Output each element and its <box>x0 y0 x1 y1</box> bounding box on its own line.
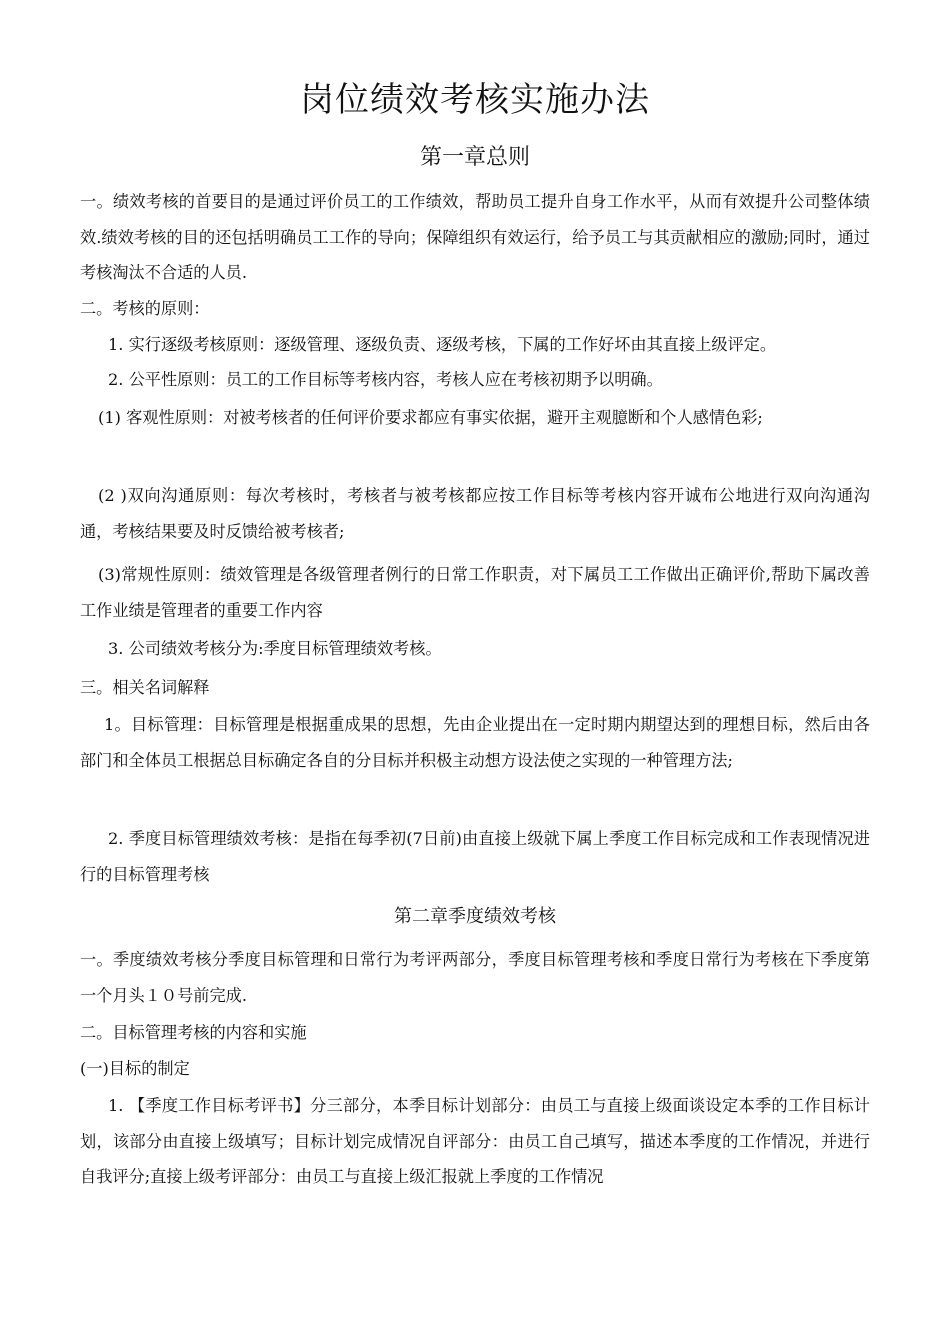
chapter-2-title: 第二章季度绩效考核 <box>394 906 556 927</box>
paragraph-principle-1: 1. 实行逐级考核原则：逐级管理、逐级负责、逐级考核，下属的工作好坏由其直接上级评定。 <box>108 335 777 354</box>
paragraph-principle-2: 2. 公平性原则：员工的工作目标等考核内容，考核人应在考核初期予以明确。 <box>108 370 663 389</box>
paragraph-principle-routine: (3)常规性原则：绩效管理是各级管理者例行的日常工作职责，对下属员工工作做出正确评价,帮助下属改善工作业绩是管理者的重要工作内容 <box>80 565 870 620</box>
paragraph-terms-heading: 三。相关名词解释 <box>80 678 210 697</box>
paragraph-quarterly-overview: 一。季度绩效考核分季度目标管理和日常行为考评两部分，季度目标管理考核和季度日常行为考核在下季度第一个月头１０号前完成. <box>80 950 870 1005</box>
paragraph-principle-objective: (1) 客观性原则：对被考核者的任何评价要求都应有事实依据，避开主观臆断和个人感情色彩; <box>98 408 763 427</box>
paragraph-goal-setting-heading: (一)目标的制定 <box>80 1059 190 1078</box>
paragraph-principle-3: 3. 公司绩效考核分为:季度目标管理绩效考核。 <box>108 639 442 658</box>
paragraph-term-quarterly: 2. 季度目标管理绩效考核：是指在每季初(7日前)由直接上级就下属上季度工作目标完成和工作表现情况进行的目标管理考核 <box>80 829 870 884</box>
document-title: 岗位绩效考核实施办法 <box>300 80 650 120</box>
paragraph-mbo-heading: 二。目标管理考核的内容和实施 <box>80 1023 307 1042</box>
paragraph-term-mbo: 1。目标管理：目标管理是根据重成果的思想，先由企业提出在一定时期内期望达到的理想目标，然后由各部门和全体员工根据总目标确定各自的分目标并积极主动想方设法使之实现的一种管理方法; <box>80 715 870 770</box>
paragraph-principles-heading: 二。考核的原则： <box>80 299 210 318</box>
paragraph-goal-form: 1. 【季度工作目标考评书】分三部分，本季目标计划部分：由员工与直接上级面谈设定本季的工作目标计划，该部分由直接上级填写；目标计划完成情况自评部分：由员工自己填写，描述本季度的工作情况，并进行自我评分;直接上级考评部分：由员工与直接上级汇报就上季度的工作情况 <box>80 1096 870 1186</box>
paragraph-principle-communication: (2 )双向沟通原则：每次考核时，考核者与被考核都应按工作目标等考核内容开诚布公地进行双向沟通沟通，考核结果要及时反馈给被考核者; <box>80 486 870 541</box>
paragraph-purpose: 一。绩效考核的首要目的是通过评价员工的工作绩效，帮助员工提升自身工作水平，从而有效提升公司整体绩效.绩效考核的目的还包括明确员工工作的导向；保障组织有效运行，给予员工与其贡献相应的激励;同时，通过考核淘汰不合适的人员. <box>80 192 870 282</box>
chapter-1-title: 第一章总则 <box>419 145 530 170</box>
